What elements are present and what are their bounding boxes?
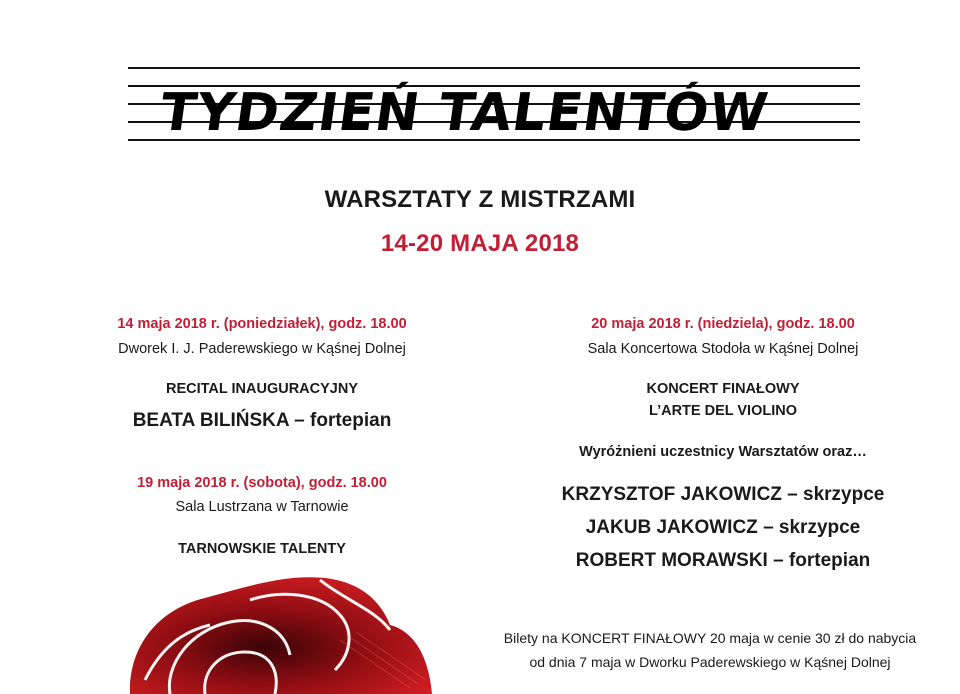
event3-intro: Wyróżnieni uczestnicy Warsztatów oraz… [579, 444, 867, 460]
svg-text:TYDZIEŃ TALENTÓW: TYDZIEŃ TALENTÓW [156, 83, 773, 143]
tickets-line-1: Bilety na KONCERT FINAŁOWY 20 maja w cenie 30 zł do nabycia [503, 630, 917, 646]
tickets-line-2: od dnia 7 maja w Dworku Paderewskiego w Kąśnej Dolnej [529, 654, 891, 670]
event1-date: 14 maja 2018 r. (poniedziałek), godz. 18.00 [117, 316, 407, 332]
event2-date: 19 maja 2018 r. (sobota), godz. 18.00 [137, 475, 387, 491]
event3-date: 20 maja 2018 r. (niedziela), godz. 18.00 [591, 316, 855, 332]
logo-music-staff [128, 60, 860, 156]
event2-venue: Sala Lustrzana w Tarnowie [175, 499, 349, 515]
event3-title-line1: KONCERT FINAŁOWY [646, 381, 800, 397]
event3-performer-2: JAKUB JAKOWICZ – skrzypce [585, 517, 861, 538]
event1-performer: BEATA BILIŃSKA – fortepian [132, 410, 392, 431]
event-subtitle: WARSZTATY Z MISTRZAMI [324, 186, 636, 213]
event3-venue: Sala Koncertowa Stodoła w Kąśnej Dolnej [587, 341, 859, 357]
event1-venue: Dworek I. J. Paderewskiego w Kąśnej Dolnej [118, 341, 406, 357]
event1-title: RECITAL INAUGURACYJNY [165, 381, 358, 397]
event3-performer-3: ROBERT MORAWSKI – fortepian [575, 550, 871, 571]
event3-performer-1: KRZYSZTOF JAKOWICZ – skrzypce [561, 484, 885, 505]
rose-image [110, 570, 440, 694]
event-dates: 14-20 MAJA 2018 [380, 230, 580, 257]
event3-title-line2: L’ARTE DEL VIOLINO [649, 403, 797, 419]
event2-title: TARNOWSKIE TALENTY [178, 541, 346, 557]
